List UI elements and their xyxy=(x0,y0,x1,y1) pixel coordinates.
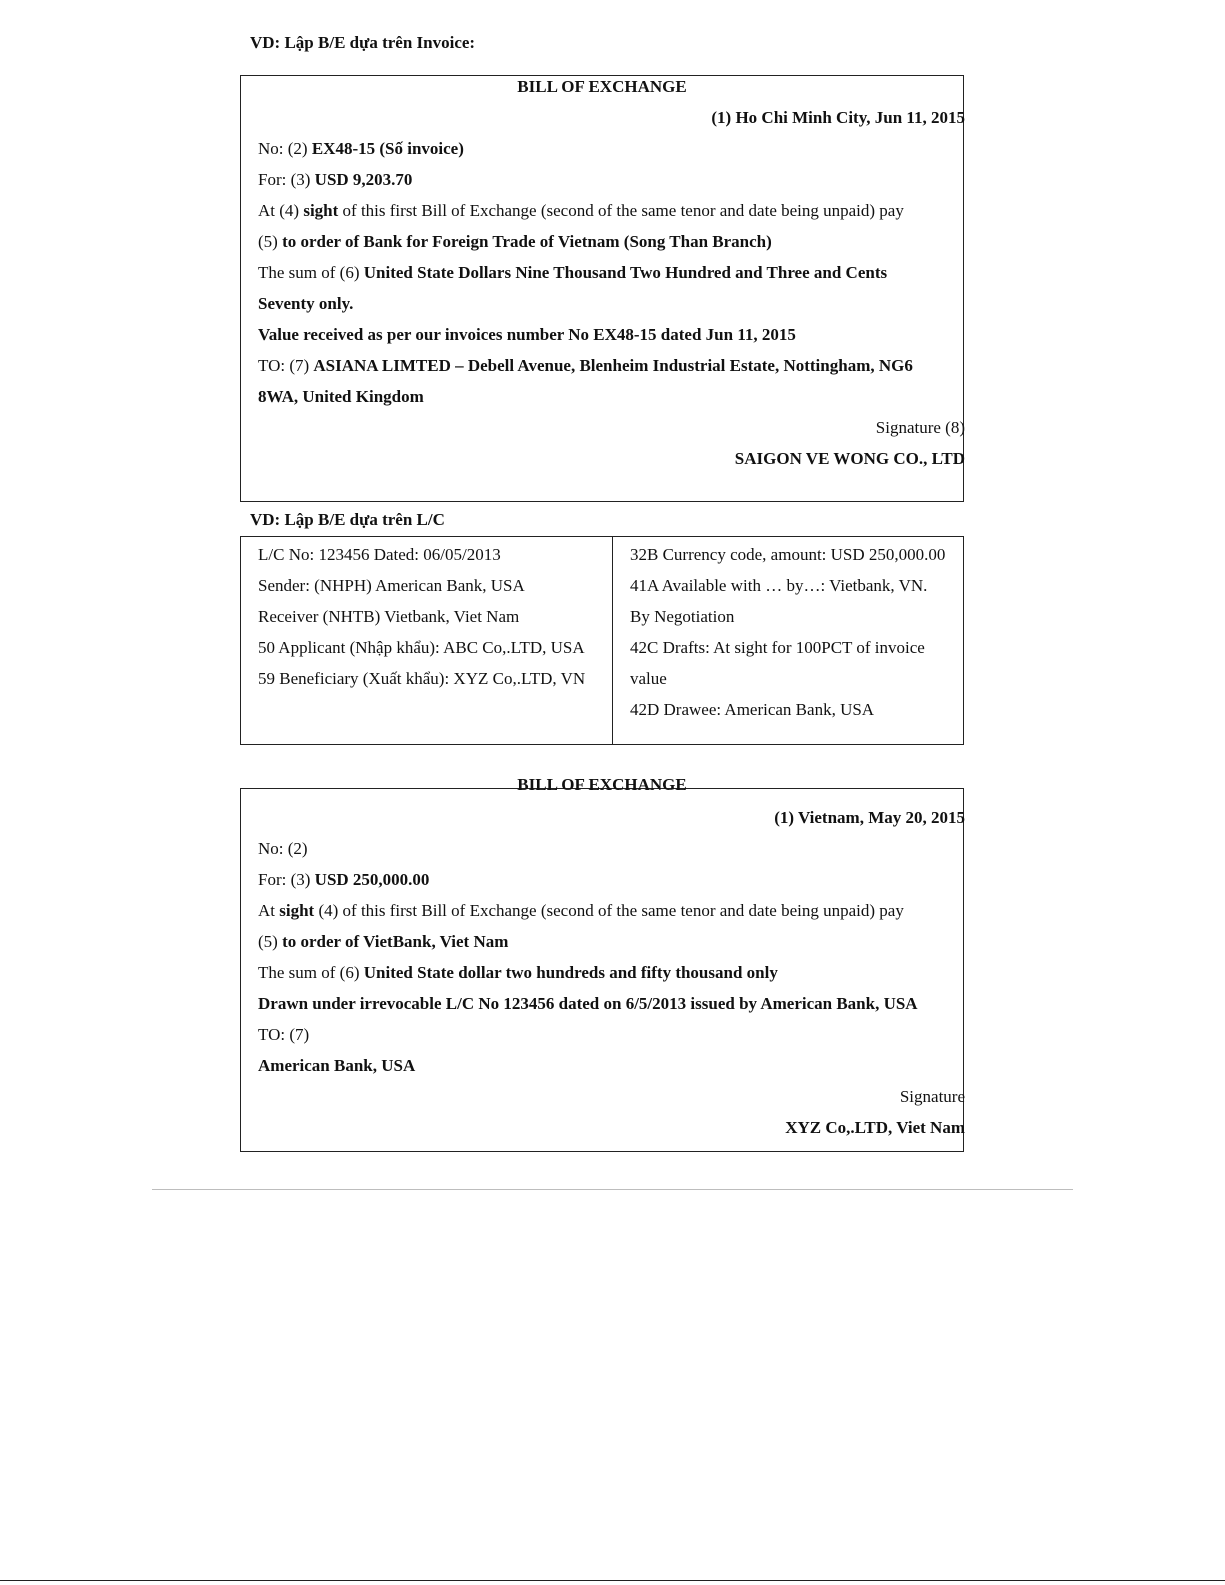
bill-title-2: BILL OF EXCHANGE xyxy=(517,775,687,794)
page-divider xyxy=(152,1189,1073,1190)
lc-right-row-1: 32B Currency code, amount: USD 250,000.00 xyxy=(630,545,946,564)
lc-left-row-1: L/C No: 123456 Dated: 06/05/2013 xyxy=(258,545,501,564)
lc-right-row-5: value xyxy=(630,669,667,688)
lc-right-row-4: 42C Drafts: At sight for 100PCT of invoice xyxy=(630,638,925,657)
drawee-continuation: 8WA, United Kingdom xyxy=(258,387,424,406)
payee-prefix: (5) xyxy=(258,232,283,251)
amount-label: For: (3) xyxy=(258,170,315,189)
lc-right-row-3: By Negotiation xyxy=(630,607,735,626)
drawee-value-2: American Bank, USA xyxy=(258,1056,416,1075)
bill-number-value: EX48-15 (Số invoice) xyxy=(311,139,464,158)
payee-line xyxy=(258,232,772,252)
drawn-under-line: Drawn under irrevocable L/C No 123456 dated on 6/5/2013 issued by American Bank, USA xyxy=(258,994,918,1013)
lc-table-divider xyxy=(612,536,613,745)
signature-label: Signature (8) xyxy=(875,418,965,437)
lc-right-row-6: 42D Drawee: American Bank, USA xyxy=(630,700,875,719)
payee-line-2 xyxy=(258,932,508,952)
tenor-value-2: sight xyxy=(279,901,315,920)
value-received: Value received as per our invoices number No EX48-15 dated Jun 11, 2015 xyxy=(258,325,796,344)
tenor-prefix-2: At xyxy=(258,901,280,920)
bill-number-line xyxy=(258,139,464,159)
sum-prefix-2: The sum of (6) xyxy=(258,963,364,982)
sum-line-2 xyxy=(258,963,778,983)
amount-label-2: For: (3) xyxy=(258,870,315,889)
payee-value: to order of Bank for Foreign Trade of Vietnam (Song Than Branch) xyxy=(282,232,772,251)
sum-value-2: United State dollar two hundreds and fifty thousand only xyxy=(363,963,778,982)
lc-right-row-2: 41A Available with … by…: Vietbank, VN. xyxy=(630,576,928,595)
drawer-company: SAIGON VE WONG CO., LTD xyxy=(734,449,965,468)
drawee-value: ASIANA LIMTED – Debell Avenue, Blenheim Industrial Estate, Nottingham, NG6 xyxy=(313,356,913,375)
tenor-line-2 xyxy=(258,901,904,921)
payee-prefix-2: (5) xyxy=(258,932,283,951)
drawer-company-2: XYZ Co,.LTD, Viet Nam xyxy=(785,1118,965,1137)
signature-label-2: Signature xyxy=(899,1087,965,1106)
lc-left-row-2: Sender: (NHPH) American Bank, USA xyxy=(258,576,525,595)
drawee-line xyxy=(258,356,913,376)
amount-value-2: USD 250,000.00 xyxy=(314,870,430,889)
lc-left-row-3: Receiver (NHTB) Vietbank, Viet Nam xyxy=(258,607,520,626)
drawee-prefix: TO: (7) xyxy=(258,356,314,375)
sum-value: United State Dollars Nine Thousand Two Hundred and Three and Cents xyxy=(363,263,888,282)
tenor-line xyxy=(258,201,904,221)
payee-value-2: to order of VietBank, Viet Nam xyxy=(282,932,509,951)
place-date: (1) Ho Chi Minh City, Jun 11, 2015 xyxy=(711,108,965,127)
lc-left-row-5: 59 Beneficiary (Xuất khẩu): XYZ Co,.LTD, VN xyxy=(258,669,586,688)
sum-continuation: Seventy only. xyxy=(258,294,354,313)
tenor-value: sight xyxy=(303,201,339,220)
sum-line xyxy=(258,263,887,283)
tenor-prefix: At (4) xyxy=(258,201,304,220)
amount-line-2 xyxy=(258,870,429,890)
tenor-text-2: (4) of this first Bill of Exchange (second of the same tenor and date being unpaid) pay xyxy=(314,901,904,920)
bill-title: BILL OF EXCHANGE xyxy=(517,77,687,96)
sum-prefix: The sum of (6) xyxy=(258,263,364,282)
amount-line xyxy=(258,170,412,190)
bill-number-line-2: No: (2) xyxy=(258,839,308,858)
tenor-text: of this first Bill of Exchange (second of the same tenor and date being unpaid) pay xyxy=(338,201,904,220)
place-date-2: (1) Vietnam, May 20, 2015 xyxy=(774,808,965,827)
drawee-label-2: TO: (7) xyxy=(258,1025,310,1044)
section2-heading: VD: Lập B/E dựa trên L/C xyxy=(250,510,445,529)
bill-number-label: No: (2) xyxy=(258,139,312,158)
amount-value: USD 9,203.70 xyxy=(314,170,413,189)
section1-heading: VD: Lập B/E dựa trên Invoice: xyxy=(250,33,476,52)
page-bottom-edge xyxy=(0,1580,1225,1581)
lc-left-row-4: 50 Applicant (Nhập khẩu): ABC Co,.LTD, USA xyxy=(258,638,585,657)
